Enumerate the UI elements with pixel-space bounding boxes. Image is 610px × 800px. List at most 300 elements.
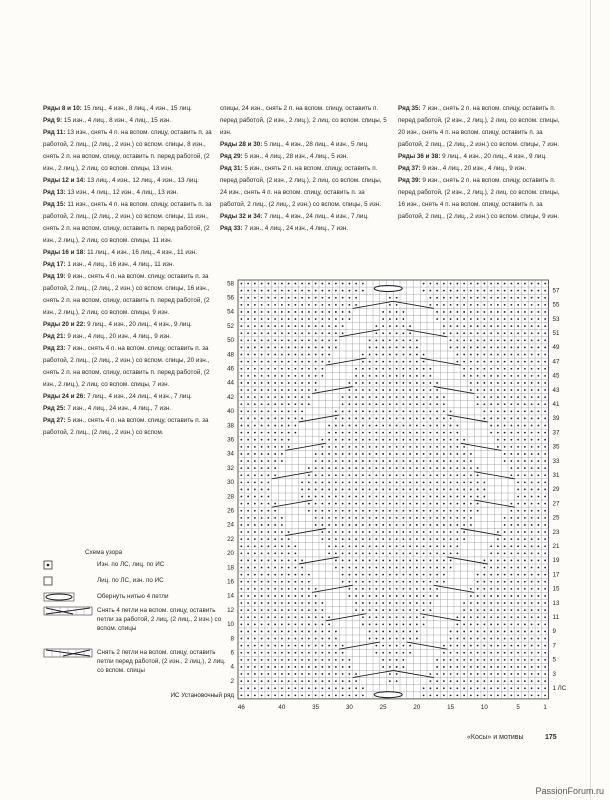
- purl-dot: [348, 496, 350, 498]
- purl-dot: [389, 432, 391, 434]
- purl-dot: [504, 410, 506, 412]
- purl-dot: [443, 496, 445, 498]
- purl-dot: [463, 645, 465, 647]
- purl-dot: [342, 645, 344, 647]
- purl-dot: [517, 304, 519, 306]
- purl-dot: [477, 489, 479, 491]
- purl-dot: [274, 503, 276, 505]
- purl-dot: [463, 503, 465, 505]
- purl-dot: [362, 396, 364, 398]
- row-text: 7 изн., снять 2 п. на вспом. спицу, оставить п. перед работой, (2 изн., 2 лиц.), 2 лиц. со вспом. спицы, 20 изн., снять 4 п. на вспом. спицу, оставить п. за работой, 2 лиц., (2 лиц., 2 изн.) со вспом. спицы, 7 изн.: [398, 105, 560, 148]
- purl-dot: [247, 602, 249, 604]
- row-text: 5 изн., снять 2 п. на вспом. спицу, оставить п. перед работой, (2 изн., 2 лиц.), 2 лиц. со вспом. спицы, 24 изн., снять 4 п. на вспом. спицу, оставить п. за работой, 2 лиц., (2 лиц., 2 изн.) со вспом. спицы, 5 изн.: [220, 165, 382, 208]
- purl-dot: [477, 588, 479, 590]
- purl-dot: [382, 503, 384, 505]
- row-number-right: 41: [552, 401, 560, 409]
- purl-dot: [247, 410, 249, 412]
- purl-dot: [288, 318, 290, 320]
- purl-dot: [544, 481, 546, 483]
- purl-dot: [315, 602, 317, 604]
- purl-dot: [348, 460, 350, 462]
- purl-dot: [240, 623, 242, 625]
- purl-dot: [375, 368, 377, 370]
- purl-dot: [382, 623, 384, 625]
- purl-dot: [436, 496, 438, 498]
- purl-dot: [409, 631, 411, 633]
- purl-dot: [375, 574, 377, 576]
- purl-dot: [490, 652, 492, 654]
- purl-dot: [321, 510, 323, 512]
- purl-dot: [477, 659, 479, 661]
- purl-dot: [389, 304, 391, 306]
- purl-dot: [315, 368, 317, 370]
- purl-dot: [308, 581, 310, 583]
- purl-dot: [537, 581, 539, 583]
- purl-dot: [281, 432, 283, 434]
- purl-dot: [308, 666, 310, 668]
- purl-dot: [348, 531, 350, 533]
- purl-dot: [254, 645, 256, 647]
- purl-dot: [470, 588, 472, 590]
- purl-dot: [335, 538, 337, 540]
- purl-dot: [288, 588, 290, 590]
- purl-dot: [355, 368, 357, 370]
- purl-dot: [335, 304, 337, 306]
- purl-dot: [301, 311, 303, 313]
- purl-dot: [375, 481, 377, 483]
- purl-dot: [402, 666, 404, 668]
- purl-dot: [362, 552, 364, 554]
- purl-dot: [483, 616, 485, 618]
- purl-dot: [261, 304, 263, 306]
- row-number-right: 3: [552, 670, 556, 678]
- purl-dot: [450, 510, 452, 512]
- purl-dot: [416, 425, 418, 427]
- purl-dot: [423, 418, 425, 420]
- purl-dot: [267, 418, 269, 420]
- purl-dot: [504, 311, 506, 313]
- purl-dot: [416, 496, 418, 498]
- row-text: 5 изн., 4 лиц., 28 изн., 4 лиц., 5 изн.: [242, 153, 349, 160]
- purl-dot: [288, 410, 290, 412]
- column-number: 20: [413, 703, 421, 711]
- purl-dot: [504, 403, 506, 405]
- purl-dot: [301, 361, 303, 363]
- purl-dot: [402, 524, 404, 526]
- purl-dot: [436, 581, 438, 583]
- purl-dot: [288, 283, 290, 285]
- purl-dot: [321, 481, 323, 483]
- purl-dot: [531, 418, 533, 420]
- purl-dot: [247, 538, 249, 540]
- purl-dot: [504, 595, 506, 597]
- purl-dot: [504, 531, 506, 533]
- purl-dot: [537, 623, 539, 625]
- purl-dot: [402, 396, 404, 398]
- purl-dot: [504, 609, 506, 611]
- purl-dot: [510, 560, 512, 562]
- purl-dot: [308, 588, 310, 590]
- purl-dot: [254, 503, 256, 505]
- purl-dot: [497, 545, 499, 547]
- purl-dot: [355, 595, 357, 597]
- purl-dot: [254, 524, 256, 526]
- purl-dot: [240, 432, 242, 434]
- purl-dot: [504, 652, 506, 654]
- purl-dot: [274, 538, 276, 540]
- purl-dot: [328, 361, 330, 363]
- purl-dot: [483, 567, 485, 569]
- purl-dot: [240, 339, 242, 341]
- purl-dot: [429, 503, 431, 505]
- purl-dot: [450, 659, 452, 661]
- row-number-left: 40: [227, 408, 234, 416]
- purl-dot: [490, 638, 492, 640]
- purl-dot: [470, 524, 472, 526]
- purl-dot: [517, 496, 519, 498]
- purl-dot: [328, 638, 330, 640]
- purl-dot: [402, 645, 404, 647]
- purl-dot: [382, 361, 384, 363]
- purl-dot: [321, 332, 323, 334]
- purl-dot: [524, 595, 526, 597]
- purl-dot: [362, 432, 364, 434]
- purl-dot: [267, 595, 269, 597]
- purl-dot: [261, 481, 263, 483]
- purl-dot: [335, 410, 337, 412]
- purl-dot: [294, 389, 296, 391]
- purl-dot: [483, 496, 485, 498]
- purl-dot: [389, 659, 391, 661]
- purl-dot: [477, 467, 479, 469]
- purl-dot: [389, 616, 391, 618]
- purl-dot: [402, 652, 404, 654]
- purl-dot: [463, 680, 465, 682]
- purl-dot: [524, 297, 526, 299]
- purl-dot: [308, 595, 310, 597]
- purl-dot: [416, 545, 418, 547]
- purl-dot: [456, 631, 458, 633]
- legend-text: Снять 4 петли на вспом. спицу, оставить петли за работой, 2 лиц, (2 лиц., 2 изн.) со вспом. спицы: [97, 607, 222, 632]
- purl-dot: [504, 460, 506, 462]
- purl-dot: [281, 552, 283, 554]
- purl-dot: [510, 680, 512, 682]
- row-number-left: 10: [227, 621, 234, 629]
- purl-dot: [463, 439, 465, 441]
- purl-dot: [254, 581, 256, 583]
- purl-dot: [281, 567, 283, 569]
- purl-dot: [308, 318, 310, 320]
- row-label: Ряд 23:: [43, 345, 66, 352]
- purl-dot: [362, 410, 364, 412]
- purl-dot: [281, 560, 283, 562]
- purl-dot: [510, 623, 512, 625]
- purl-dot: [470, 354, 472, 356]
- purl-dot: [321, 687, 323, 689]
- purl-dot: [288, 645, 290, 647]
- purl-dot: [328, 283, 330, 285]
- purl-dot: [456, 460, 458, 462]
- purl-dot: [274, 609, 276, 611]
- purl-dot: [402, 418, 404, 420]
- purl-dot: [497, 638, 499, 640]
- purl-dot: [537, 439, 539, 441]
- purl-dot: [531, 631, 533, 633]
- purl-dot: [375, 552, 377, 554]
- purl-dot: [389, 375, 391, 377]
- purl-dot: [497, 673, 499, 675]
- purl-dot: [288, 425, 290, 427]
- purl-dot: [517, 297, 519, 299]
- purl-dot: [389, 474, 391, 476]
- purl-dot: [240, 652, 242, 654]
- purl-dot: [301, 283, 303, 285]
- purl-dot: [436, 595, 438, 597]
- purl-dot: [537, 332, 539, 334]
- legend-text: Снять 2 петли на вспом. спицу, оставить петли перед работой, (2 изн., 2 лиц.), 2 лиц. со вспом. спицы: [97, 649, 226, 674]
- purl-dot: [524, 652, 526, 654]
- purl-dot: [254, 531, 256, 533]
- purl-dot: [369, 631, 371, 633]
- purl-dot: [423, 609, 425, 611]
- purl-dot: [382, 339, 384, 341]
- purl-dot: [429, 687, 431, 689]
- purl-dot: [510, 375, 512, 377]
- purl-dot: [382, 510, 384, 512]
- purl-dot: [355, 474, 357, 476]
- purl-dot: [470, 659, 472, 661]
- row-label: Ряд 9:: [43, 117, 63, 124]
- purl-dot: [463, 453, 465, 455]
- purl-dot: [288, 552, 290, 554]
- purl-dot: [443, 524, 445, 526]
- purl-dot: [335, 503, 337, 505]
- purl-dot: [294, 318, 296, 320]
- purl-dot: [490, 403, 492, 405]
- purl-dot: [261, 581, 263, 583]
- purl-dot: [240, 354, 242, 356]
- purl-dot: [470, 460, 472, 462]
- row-number-left: 18: [227, 564, 234, 572]
- purl-dot: [288, 297, 290, 299]
- purl-dot: [355, 418, 357, 420]
- purl-dot: [504, 602, 506, 604]
- purl-dot: [267, 552, 269, 554]
- column-number: 35: [312, 703, 320, 711]
- purl-dot: [443, 481, 445, 483]
- purl-dot: [423, 410, 425, 412]
- purl-dot: [510, 574, 512, 576]
- row-number-left: 6: [230, 649, 234, 657]
- purl-dot: [396, 652, 398, 654]
- purl-dot: [456, 496, 458, 498]
- purl-dot: [348, 517, 350, 519]
- purl-dot: [443, 659, 445, 661]
- purl-dot: [504, 524, 506, 526]
- purl-dot: [267, 645, 269, 647]
- purl-dot: [348, 524, 350, 526]
- purl-dot: [321, 460, 323, 462]
- purl-dot: [274, 694, 276, 696]
- purl-dot: [362, 460, 364, 462]
- purl-dot: [261, 496, 263, 498]
- purl-dot: [254, 616, 256, 618]
- purl-dot: [443, 297, 445, 299]
- purl-dot: [456, 510, 458, 512]
- purl-dot: [537, 567, 539, 569]
- purl-dot: [504, 396, 506, 398]
- purl-dot: [294, 595, 296, 597]
- purl-dot: [335, 318, 337, 320]
- purl-dot: [416, 581, 418, 583]
- purl-dot: [531, 361, 533, 363]
- purl-dot: [261, 375, 263, 377]
- purl-dot: [517, 666, 519, 668]
- purl-dot: [328, 503, 330, 505]
- purl-dot: [463, 325, 465, 327]
- purl-dot: [274, 574, 276, 576]
- row-text: 11 лиц., 4 изн., 16 лиц., 4 изн., 11 изн.: [85, 249, 197, 256]
- purl-dot: [402, 361, 404, 363]
- purl-dot: [456, 531, 458, 533]
- purl-dot: [490, 673, 492, 675]
- purl-dot: [281, 304, 283, 306]
- purl-dot: [281, 439, 283, 441]
- purl-dot: [389, 560, 391, 562]
- purl-dot: [436, 524, 438, 526]
- purl-dot: [267, 666, 269, 668]
- purl-dot: [342, 446, 344, 448]
- purl-dot: [517, 567, 519, 569]
- purl-dot: [470, 339, 472, 341]
- purl-dot: [537, 560, 539, 562]
- purl-dot: [328, 623, 330, 625]
- purl-dot: [463, 318, 465, 320]
- purl-dot: [328, 467, 330, 469]
- purl-dot: [429, 389, 431, 391]
- purl-dot: [531, 602, 533, 604]
- row-number-left: 50: [227, 337, 234, 345]
- purl-dot: [416, 552, 418, 554]
- purl-dot: [348, 382, 350, 384]
- purl-dot: [470, 304, 472, 306]
- purl-dot: [483, 680, 485, 682]
- purl-dot: [416, 510, 418, 512]
- purl-dot: [531, 666, 533, 668]
- purl-dot: [267, 659, 269, 661]
- purl-dot: [342, 396, 344, 398]
- purl-dot: [294, 560, 296, 562]
- row-text: 9 лиц., 4 изн., 20 лиц., 4 изн., 9 лиц.: [85, 321, 192, 328]
- purl-dot: [443, 290, 445, 292]
- purl-dot: [375, 503, 377, 505]
- purl-dot: [470, 467, 472, 469]
- purl-dot: [497, 666, 499, 668]
- purl-dot: [416, 389, 418, 391]
- purl-dot: [382, 453, 384, 455]
- purl-dot: [524, 638, 526, 640]
- purl-dot: [477, 481, 479, 483]
- purl-dot: [510, 347, 512, 349]
- purl-dot: [254, 446, 256, 448]
- purl-dot: [267, 290, 269, 292]
- purl-dot: [240, 560, 242, 562]
- purl-dot: [389, 595, 391, 597]
- purl-dot: [423, 595, 425, 597]
- purl-dot: [240, 446, 242, 448]
- purl-dot: [389, 581, 391, 583]
- purl-dot: [537, 290, 539, 292]
- purl-dot: [531, 638, 533, 640]
- purl-dot: [375, 325, 377, 327]
- purl-dot: [463, 602, 465, 604]
- purl-dot: [274, 403, 276, 405]
- purl-dot: [396, 638, 398, 640]
- purl-dot: [436, 680, 438, 682]
- purl-dot: [267, 673, 269, 675]
- purl-dot: [281, 680, 283, 682]
- purl-dot: [348, 595, 350, 597]
- purl-dot: [504, 439, 506, 441]
- row-text: 15 изн., 4 лиц., 8 изн., 4 лиц., 15 изн.: [62, 117, 172, 124]
- purl-dot: [477, 290, 479, 292]
- purl-dot: [389, 403, 391, 405]
- purl-dot: [328, 304, 330, 306]
- purl-dot: [261, 453, 263, 455]
- purl-dot: [382, 460, 384, 462]
- purl-dot: [348, 666, 350, 668]
- purl-dot: [531, 623, 533, 625]
- purl-dot: [389, 517, 391, 519]
- purl-dot: [409, 375, 411, 377]
- purl-dot: [335, 460, 337, 462]
- purl-dot: [267, 489, 269, 491]
- purl-dot: [267, 496, 269, 498]
- purl-dot: [281, 595, 283, 597]
- purl-dot: [517, 389, 519, 391]
- purl-dot: [335, 467, 337, 469]
- purl-dot: [531, 446, 533, 448]
- purl-dot: [355, 453, 357, 455]
- purl-dot: [335, 567, 337, 569]
- purl-dot: [490, 581, 492, 583]
- purl-dot: [470, 375, 472, 377]
- purl-dot: [531, 510, 533, 512]
- purl-dot: [456, 283, 458, 285]
- purl-dot: [362, 467, 364, 469]
- purl-dot: [348, 687, 350, 689]
- purl-dot: [315, 616, 317, 618]
- purl-dot: [544, 680, 546, 682]
- purl-dot: [443, 652, 445, 654]
- purl-dot: [409, 396, 411, 398]
- purl-dot: [463, 531, 465, 533]
- purl-dot: [537, 283, 539, 285]
- purl-dot: [274, 439, 276, 441]
- purl-dot: [463, 638, 465, 640]
- purl-dot: [423, 531, 425, 533]
- purl-dot: [274, 311, 276, 313]
- purl-dot: [308, 396, 310, 398]
- purl-dot: [301, 297, 303, 299]
- purl-dot: [389, 588, 391, 590]
- purl-dot: [247, 446, 249, 448]
- purl-dot: [497, 560, 499, 562]
- purl-dot: [423, 375, 425, 377]
- purl-dot: [450, 666, 452, 668]
- column-number: 30: [345, 703, 353, 711]
- purl-dot: [504, 318, 506, 320]
